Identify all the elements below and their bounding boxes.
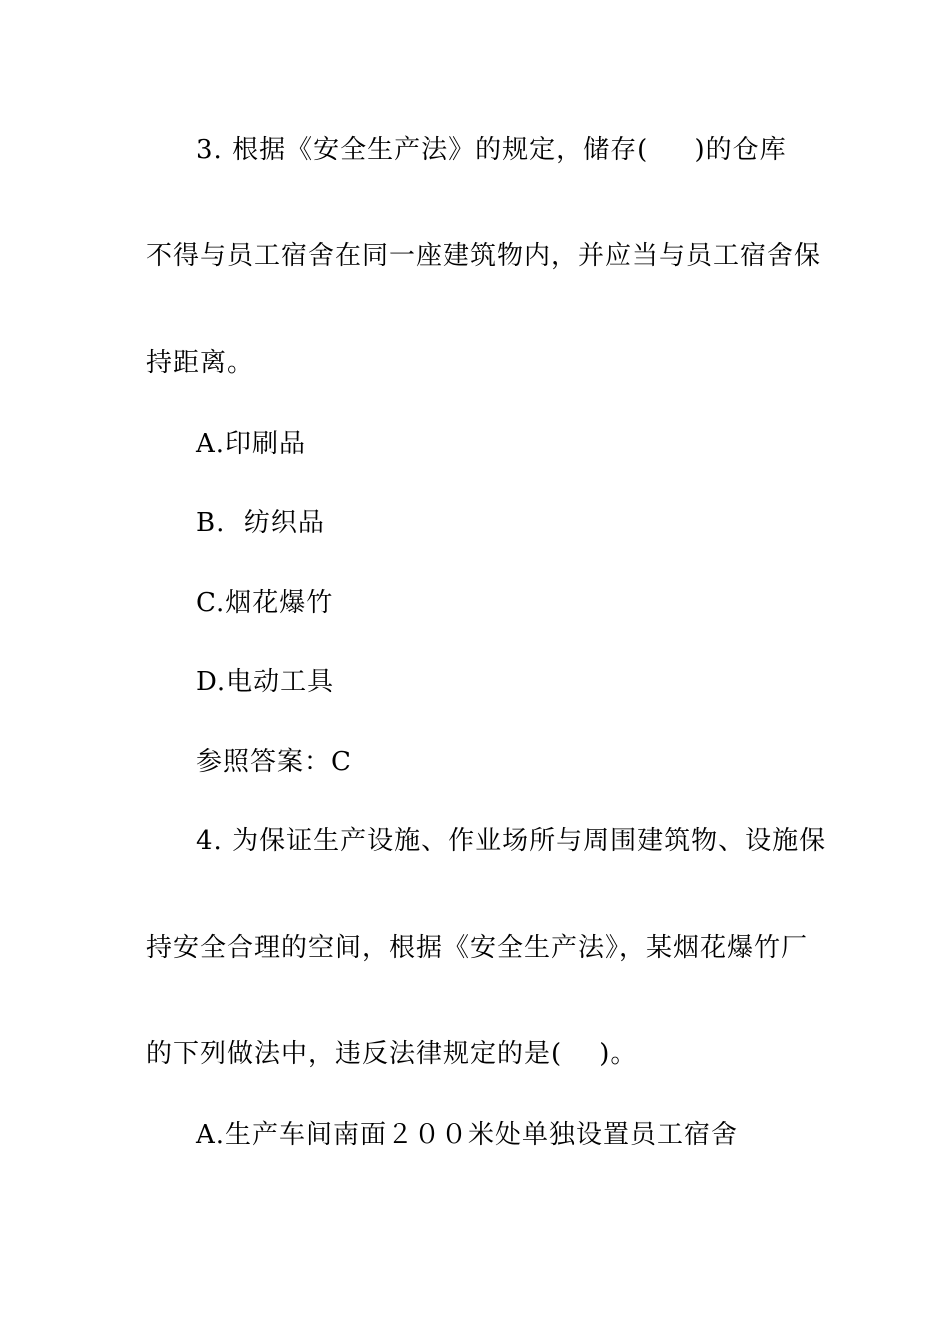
question-3-option-b: B. 纺织品 xyxy=(196,508,325,538)
question-4-text-line-1: 4. 为保证生产设施、作业场所与周围建筑物、设施保 xyxy=(196,826,827,856)
question-3-option-a: A.印刷品 xyxy=(196,429,307,459)
question-4-text-line-3: 的下列做法中，违反法律规定的是( )。 xyxy=(146,1039,638,1069)
question-3-text-line-1: 3. 根据《安全生产法》的规定，储存( )的仓库 xyxy=(196,135,787,165)
question-3-answer: 参照答案：C xyxy=(196,747,352,777)
question-4-option-a: A.生产车间南面２００米处单独设置员工宿舍 xyxy=(196,1120,739,1150)
question-3-text-line-3: 持距离。 xyxy=(146,348,255,378)
question-3-text-line-2: 不得与员工宿舍在同一座建筑物内，并应当与员工宿舍保 xyxy=(146,241,822,271)
question-4-text-line-2: 持安全合理的空间，根据《安全生产法》，某烟花爆竹厂 xyxy=(146,933,809,963)
question-3-option-c: C.烟花爆竹 xyxy=(196,588,334,618)
question-3-option-d: D.电动工具 xyxy=(196,667,335,697)
